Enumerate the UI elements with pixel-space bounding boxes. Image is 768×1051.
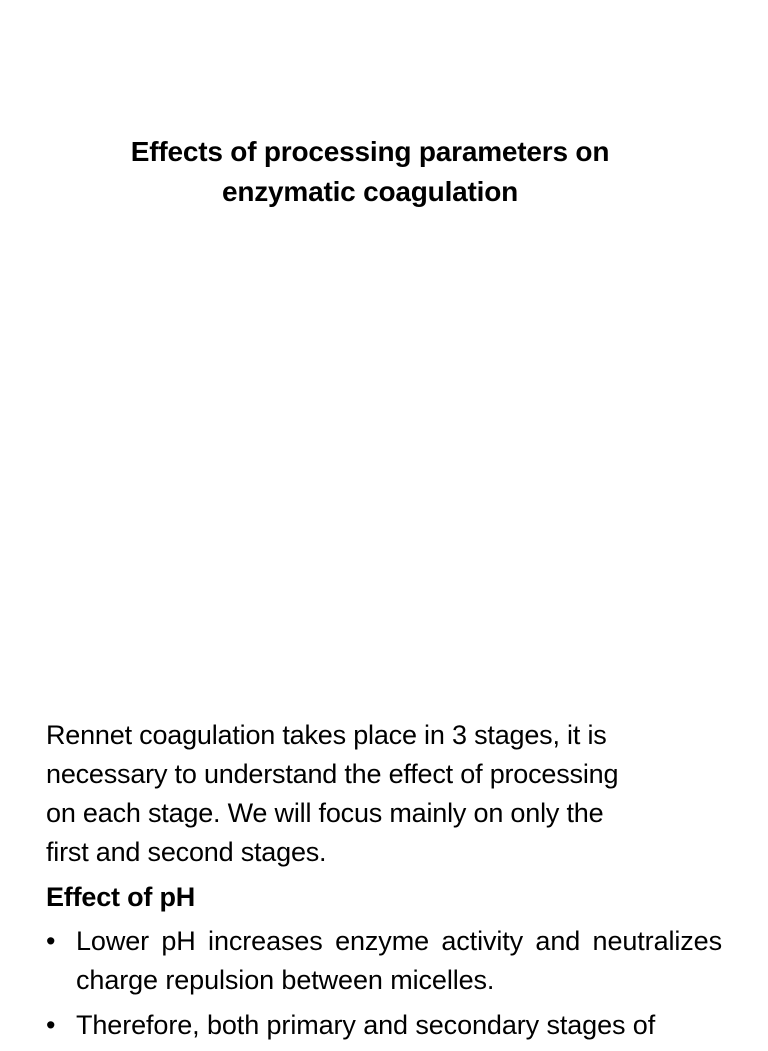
bullet-item: [46, 1006, 722, 1045]
bullet-item: [46, 922, 722, 1000]
bullet-text: Lower pH increases enzyme activity and neutralizes charge repulsion between micelles.: [76, 926, 722, 995]
section-heading-effect-of-ph: Effect of pH: [46, 882, 196, 912]
intro-paragraph: [46, 716, 722, 872]
intro-line-1: Rennet coagulation takes place in 3 stages, it is: [46, 720, 607, 750]
intro-line-4: first and second stages.: [46, 837, 327, 867]
title-line-2: enzymatic coagulation: [221, 176, 519, 207]
bullet-dot-icon: •: [46, 1010, 56, 1040]
title-line-1: Effects of processing parameters on: [130, 136, 610, 167]
bullet-text: Therefore, both primary and secondary stages of: [76, 1010, 656, 1040]
intro-line-3: on each stage. We will focus mainly on only the: [46, 798, 604, 828]
bullet-list: [46, 922, 722, 1045]
page-title: [80, 132, 660, 212]
intro-line-2: necessary to understand the effect of processing: [46, 759, 619, 789]
body-content: [46, 716, 722, 1051]
bullet-dot-icon: •: [46, 926, 56, 956]
